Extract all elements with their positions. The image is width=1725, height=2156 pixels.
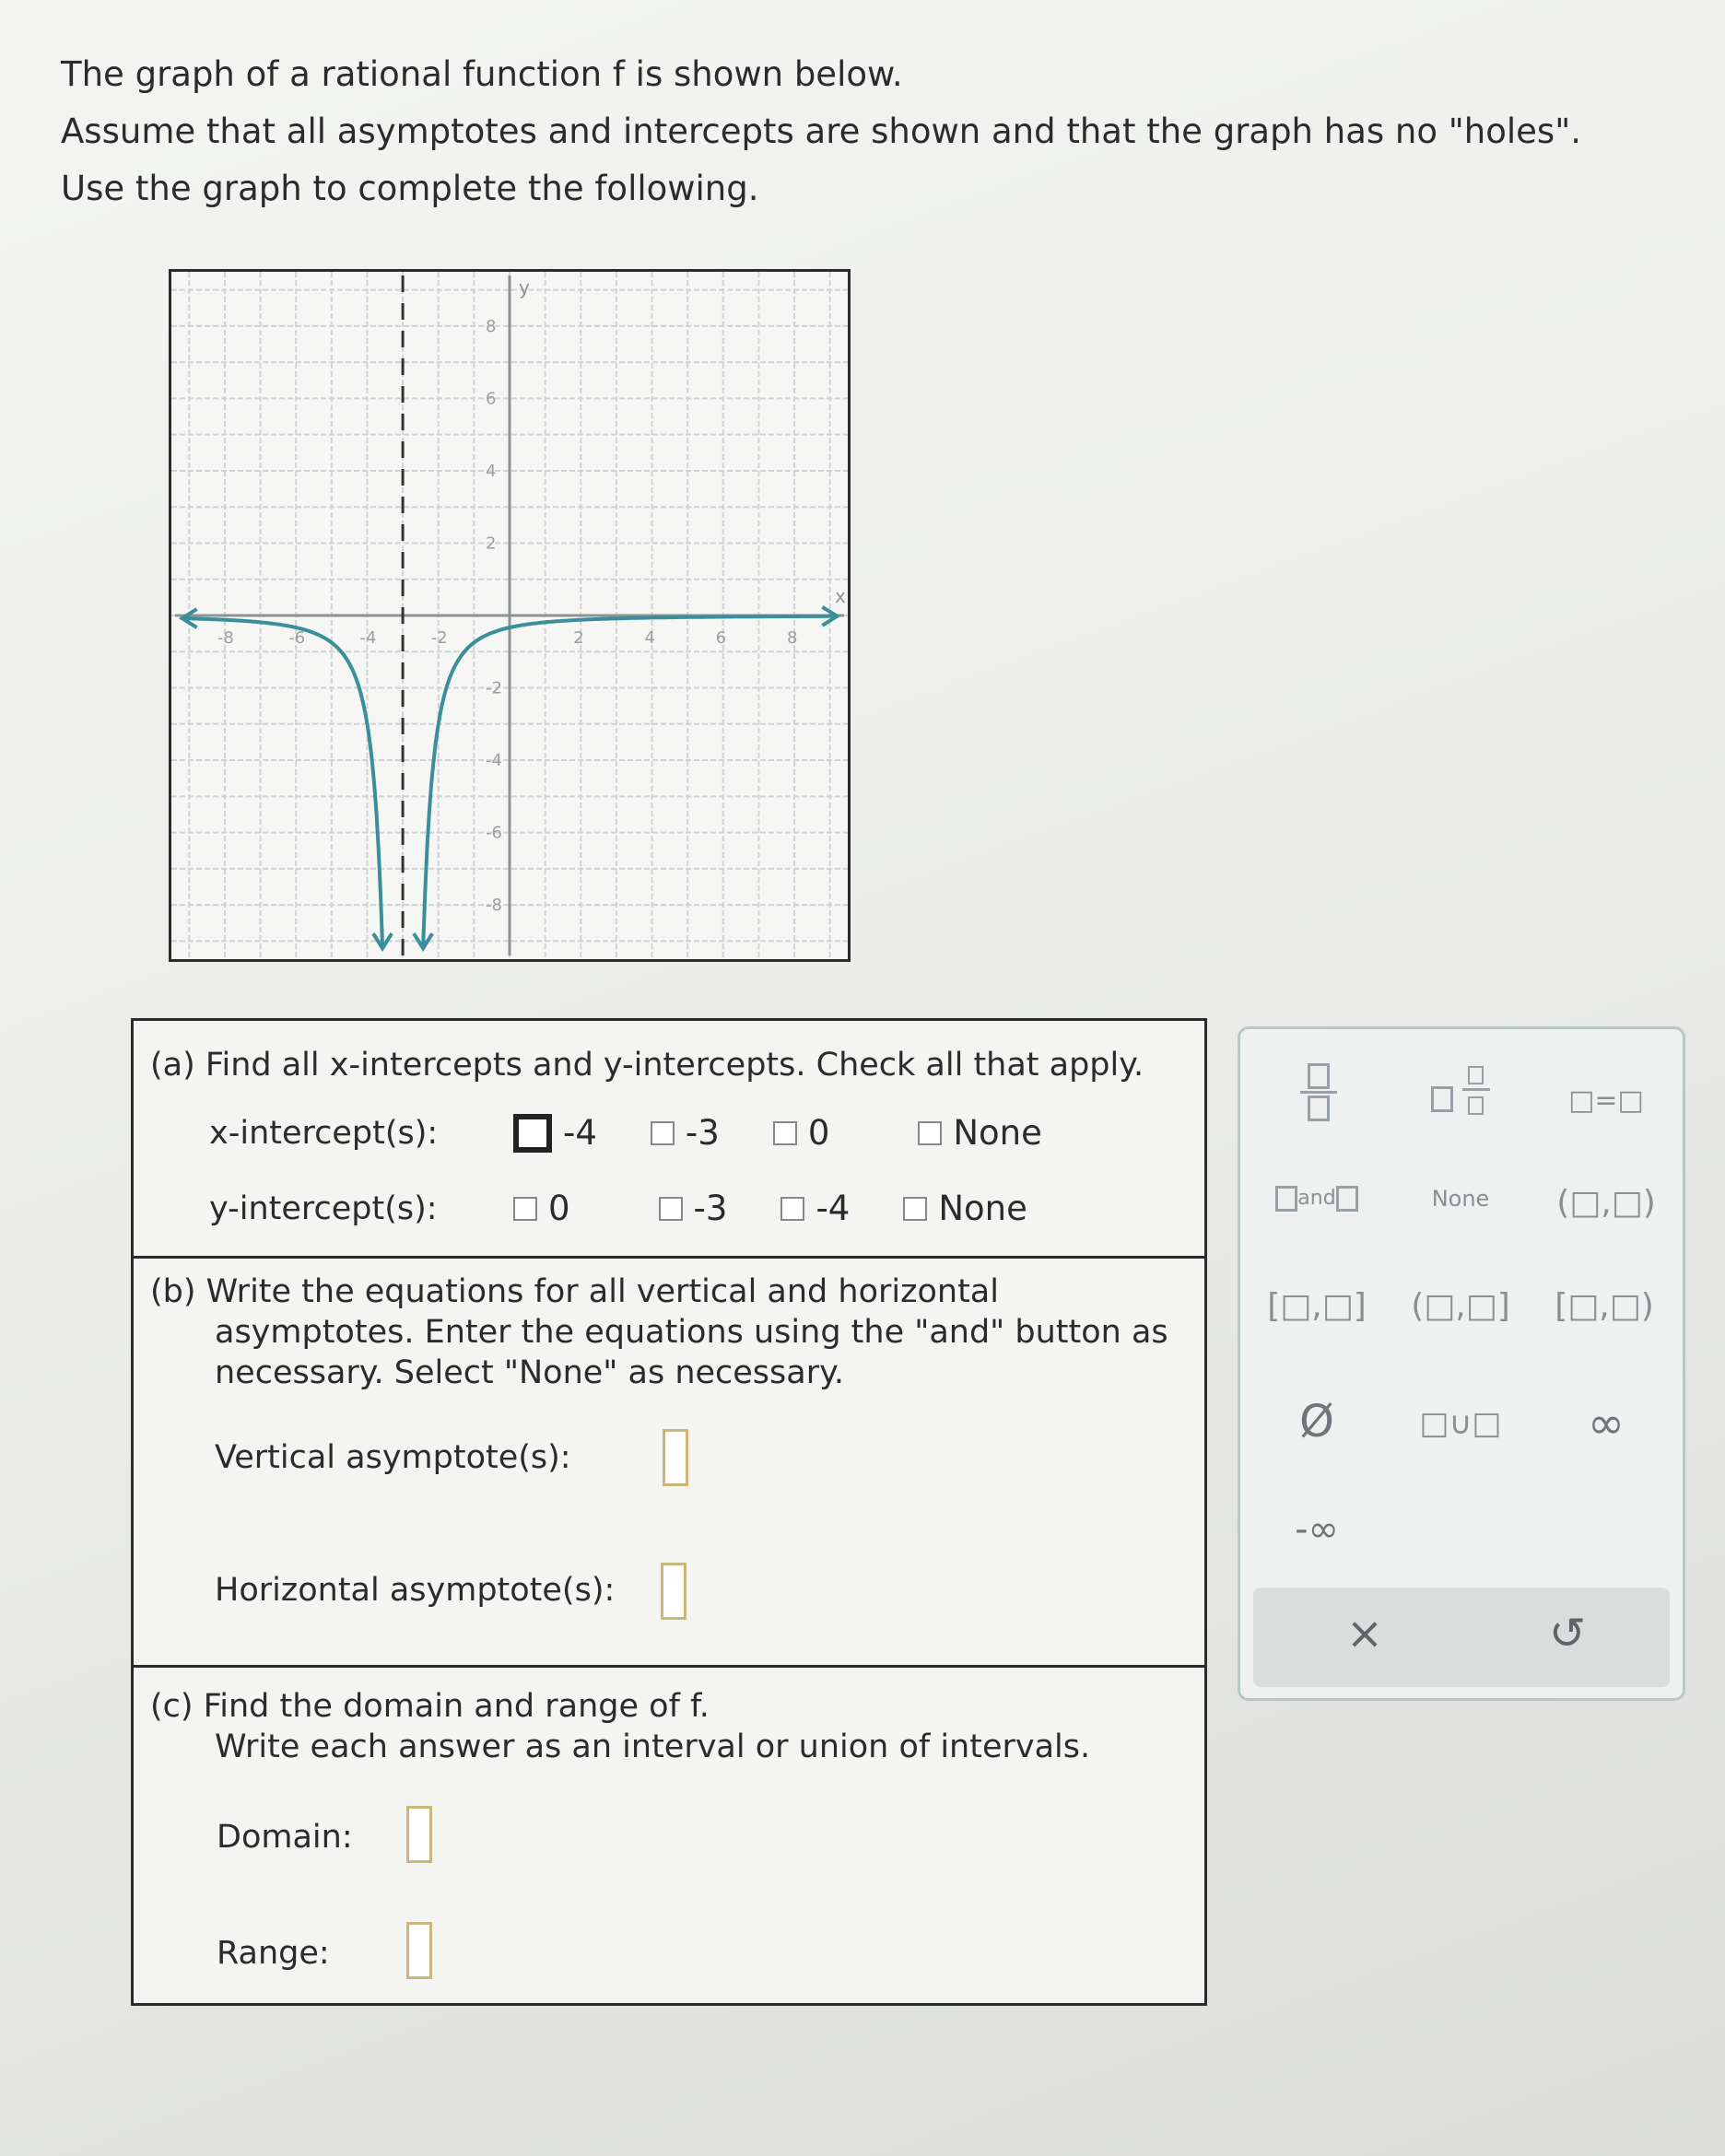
y-tick-label: -6	[486, 823, 502, 843]
checkbox[interactable]	[903, 1197, 927, 1221]
x-tick-label: -4	[359, 628, 377, 648]
checkbox[interactable]	[918, 1121, 942, 1145]
y-intercept-row	[209, 1189, 1081, 1228]
y-intercept-label: y-intercept(s):	[209, 1189, 438, 1227]
part-a	[134, 1021, 1204, 1259]
undo-icon[interactable]: ↺	[1548, 1608, 1587, 1659]
domain-label: Domain:	[217, 1819, 353, 1856]
x-tick-label: -6	[288, 628, 306, 648]
y-option-neg3[interactable]: -3	[659, 1189, 728, 1228]
x-option-none[interactable]: None	[918, 1113, 1042, 1153]
and-key[interactable]: and	[1257, 1186, 1377, 1212]
y-tick-label: 6	[486, 389, 497, 409]
instruction-line-2: Assume that all asymptotes and intercepts are shown and that the graph has no "holes".	[61, 111, 1581, 151]
rational-function-graph	[171, 272, 848, 959]
mixed-number-key[interactable]	[1401, 1062, 1520, 1117]
question-box	[131, 1018, 1207, 2006]
instruction-line-3: Use the graph to complete the following.	[61, 169, 759, 208]
instructions	[61, 46, 1581, 217]
domain-input[interactable]	[406, 1806, 432, 1863]
infinity-key[interactable]: ∞	[1588, 1398, 1625, 1449]
graph-panel	[169, 269, 851, 962]
y-tick-label: -8	[486, 896, 502, 916]
y-tick-label: -4	[486, 751, 502, 771]
checkbox[interactable]	[773, 1121, 797, 1145]
x-intercept-row	[209, 1113, 1096, 1153]
horizontal-asymptote-input[interactable]	[661, 1563, 686, 1620]
half-open-left-key[interactable]: [□,□)	[1555, 1287, 1654, 1325]
checkbox[interactable]	[513, 1114, 552, 1153]
part-a-title: (a) Find all x-intercepts and y-intercepts. Check all that apply.	[150, 1047, 1144, 1084]
x-tick-label: 8	[787, 628, 798, 648]
y-tick-label: 8	[486, 316, 497, 336]
y-option-neg4[interactable]: -4	[780, 1189, 850, 1228]
range-label: Range:	[217, 1935, 330, 1972]
closed-interval-key[interactable]: [□,□]	[1267, 1287, 1367, 1325]
x-tick-label: -8	[217, 628, 234, 648]
x-tick-label: 4	[644, 628, 655, 648]
equals-key[interactable]: □=□	[1568, 1084, 1644, 1117]
fraction-key[interactable]	[1259, 1062, 1379, 1121]
y-tick-label: 4	[486, 461, 497, 481]
curve-left-branch	[182, 618, 383, 948]
part-b-title: (b) Write the equations for all vertical and horizontal asymptotes. Enter the equations using the "and" button as necessary. Select "None" as necessary.	[150, 1273, 1168, 1391]
checkbox[interactable]	[659, 1197, 683, 1221]
x-option-neg3[interactable]: -3	[651, 1113, 720, 1153]
clear-icon[interactable]: ×	[1345, 1608, 1384, 1659]
checkbox[interactable]	[651, 1121, 675, 1145]
part-c	[134, 1668, 1204, 2003]
none-key[interactable]: None	[1431, 1186, 1490, 1212]
y-tick-label: -2	[486, 678, 502, 698]
checkbox[interactable]	[780, 1197, 804, 1221]
vertical-asymptote-input[interactable]	[663, 1429, 688, 1486]
x-axis-label: x	[835, 585, 846, 607]
horizontal-asymptote-label: Horizontal asymptote(s):	[215, 1572, 616, 1609]
part-b	[134, 1259, 1204, 1668]
y-option-0[interactable]: 0	[513, 1189, 570, 1228]
open-interval-key[interactable]: (□,□)	[1556, 1184, 1656, 1222]
y-tick-label: 2	[486, 533, 497, 554]
x-tick-label: 6	[715, 628, 727, 648]
x-option-neg4[interactable]: -4	[513, 1113, 597, 1153]
x-option-0[interactable]: 0	[773, 1113, 830, 1153]
neg-infinity-key[interactable]: -∞	[1295, 1508, 1339, 1551]
instruction-line-1: The graph of a rational function f is shown below.	[61, 54, 903, 94]
range-input[interactable]	[406, 1922, 432, 1979]
x-intercept-label: x-intercept(s):	[209, 1114, 439, 1152]
x-tick-label: -2	[430, 628, 448, 648]
y-option-none[interactable]: None	[903, 1189, 1027, 1228]
y-axis-label: y	[519, 276, 530, 299]
math-keypad	[1238, 1026, 1685, 1701]
empty-set-key[interactable]: Ø	[1299, 1396, 1334, 1447]
part-c-title: (c) Find the domain and range of f. Write each answer as an interval or union of intervals.	[150, 1688, 1091, 1765]
keypad-action-bar	[1253, 1588, 1670, 1687]
half-open-right-key[interactable]: (□,□]	[1411, 1287, 1510, 1325]
vertical-asymptote-label: Vertical asymptote(s):	[215, 1439, 571, 1476]
x-tick-label: 2	[573, 628, 584, 648]
union-key[interactable]: □∪□	[1419, 1405, 1502, 1442]
checkbox[interactable]	[513, 1197, 537, 1221]
